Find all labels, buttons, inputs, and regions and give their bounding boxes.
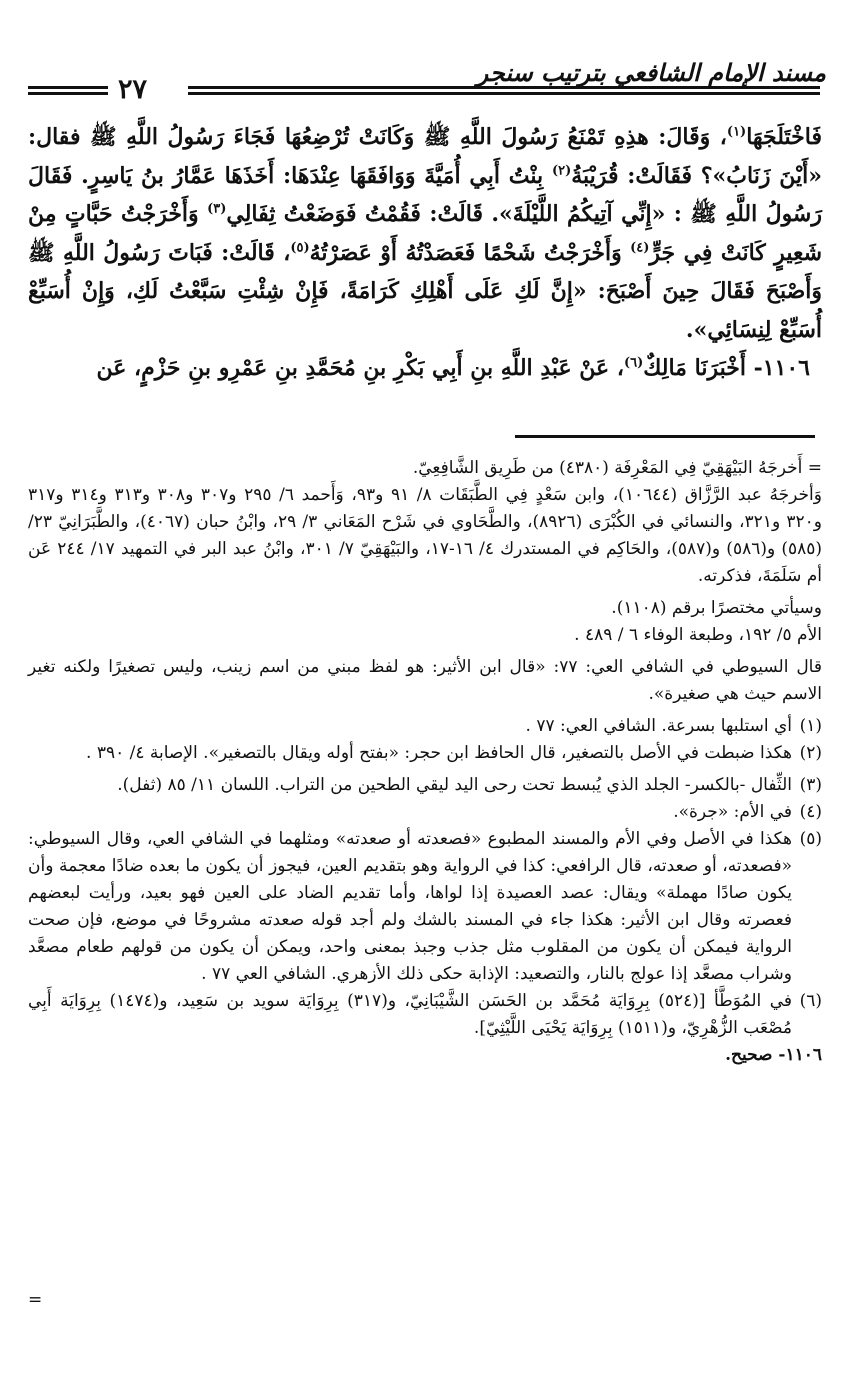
footnote-text: في الأم: «جرة». <box>673 802 792 822</box>
footnote-ref: (٤) <box>630 240 650 256</box>
footnote-ref: (٣) <box>207 201 227 217</box>
footnote-text: أي استلبها بسرعة. الشافي العي: ٧٧ . <box>525 716 792 736</box>
footnote-number: (٦) <box>799 991 822 1011</box>
text-segment: ، وَقَالَ: هذِهِ تَمْنَعُ رَسُولَ اللَّهِ ﷺ وَكَانَتْ تُرْضِعُهَا فَجَاءَ رَسُولُ اللَّهِ ﷺ فقال: «أَيْنَ زَنَابُ»؟ فَقَالَتْ: قُرَيْبَةُ <box>28 124 822 189</box>
footnote-5 <box>28 826 822 988</box>
footnote-1 <box>28 713 822 740</box>
note-continuation: وَأخرجَهُ عبد الرَّزَّاق (١٠٦٤٤)، وابن سَعْدٍ فِي الطَّبَقَات ٨/ ٩١ و٩٣، وَأَحمد ٦/ ٢٩٥ و٣٠٧ و٣٠٨ و٣١٣ و٣١٤ و٣١٧ و٣٢٠ و٣٢١، والنسائي في الكُبْرَى (٨٩٢٦)، والطَّحَاوي في شَرْح المَعَاني ٣/ ٢٩، وابْنُ حبان (٤٠٦٧)، والطَّبَرَانِيّ ٢٣/ (٥٨٥) و(٥٨٦) و(٥٨٧)، والحَاكِم في المستدرك ٤/ ١٦-١٧، والبَيْهَقِيّ ٧/ ٣٠١، وابْنُ عبد البر في التمهيد ١٧/ ٢٤٤ عَن أم سَلَمَةَ، فذكرته. <box>28 485 823 586</box>
footnote-ref: (٢) <box>551 163 572 179</box>
footnote-2 <box>28 740 822 767</box>
footnote-ref: (٥) <box>290 240 310 256</box>
footnote-6 <box>28 988 822 1042</box>
main-text <box>28 118 822 388</box>
footnote-number: (١) <box>799 716 822 736</box>
text-segment: بِنْتُ أَبِي أُمَيَّةَ وَوَافَقَهَا عِنْدَهَا: أَخَذَهَا عَمَّارُ بنُ يَاسِرٍ. فَقَالَ رَسُولُ اللَّهِ ﷺ : «إِنِّي آتِيكُمُ اللَّيْلَةَ». قَالَتْ: فَقُمْتُ فَوَضَعْتُ ثِفَالِي <box>28 162 822 227</box>
running-head: مسند الإمام الشافعي بترتيب سنجر <box>476 58 826 87</box>
footnote-number: (٥) <box>799 829 822 849</box>
page-number: ٢٧ <box>118 74 148 105</box>
footnotes <box>28 455 822 1069</box>
footnote-number: (٢) <box>799 743 822 763</box>
note-continuation: الأم ٥/ ١٩٢، وطبعة الوفاء ٦ / ٤٨٩ . <box>574 625 822 645</box>
text-segment: ١١٠٦- أَخْبَرَنَا مَالِكٌ <box>643 355 810 381</box>
text-segment: ، عَنْ عَبْدِ اللَّهِ بنِ أَبِي بَكْرِ بنِ مُحَمَّدِ بنِ عَمْرِو بنِ حَزْمٍ، عَن <box>96 355 624 381</box>
header-rule-right <box>188 86 820 95</box>
footnote-3 <box>28 772 822 799</box>
text-segment: ، قَالَتْ: فَبَاتَ رَسُولُ اللَّهِ ﷺ وَأَصْبَحَ فَقَالَ حِينَ أَصْبَحَ: «إِنَّ لَكِ عَلَى أَهْلِكِ كَرَامَةً، فَإِنْ شِئْتِ سَبَّعْتُ لَكِ، وَإِنْ أُسَبِّعْ أُسَبِّعْ لِنِسَائِي». <box>28 239 822 343</box>
footnote-ref: (٦) <box>623 355 644 371</box>
footnote-text: الثِّفال -بالكسر- الجلد الذي يُبسط تحت رحى اليد ليقي الطحين من التراب. اللسان ١١/ ٨٥ (ثفل). <box>117 775 792 795</box>
hadith-grade: ١١٠٦- صحيح. <box>725 1045 822 1065</box>
note-continuation: وسيأتي مختصرًا برقم (١١٠٨). <box>611 598 822 618</box>
continuation-mark: = <box>28 1290 43 1310</box>
footnote-ref: (١) <box>726 124 747 140</box>
footnote-number: (٣) <box>799 775 822 795</box>
hadith-paragraph <box>28 349 822 388</box>
footnote-4 <box>28 799 822 826</box>
text-segment: فَاخْتَلَجَهَا <box>746 124 822 150</box>
header-rule-left <box>28 86 108 95</box>
text-segment: وَأَخْرَجْتُ شَحْمًا فَعَصَدْتُهُ أَوْ عَصَرْتُهُ <box>309 239 631 266</box>
footnote-separator <box>515 435 815 438</box>
text-segment: وَأَخْرَجْتُ حَبَّاتٍ مِنْ شَعِيرٍ كَانَتْ فِي جَرٍّ <box>28 201 823 266</box>
note-continuation: قال السيوطي في الشافي العي: ٧٧: «قال ابن الأثير: هو لفظ مبني من اسم زينب، وليس تصغيرًا ولكنه تغير الاسم حيث هي صغيرة». <box>28 657 822 704</box>
main-paragraph <box>28 118 822 349</box>
footnote-text: هكذا ضبطت في الأصل بالتصغير، قال الحافظ ابن حجر: «بفتح أوله ويقال بالتصغير». الإصابة ٤/ ٣٩٠ . <box>86 743 792 763</box>
note-continuation: = أَخرجَهُ البَيْهَقِيّ فِي المَعْرِفَة (٤٣٨٠) من طَرِيق الشَّافِعِيّ. <box>412 458 822 478</box>
footnote-text: في المُوَطَّأ [(٥٢٤) بِرِوَايَة مُحَمَّد بن الحَسَن الشَّيْبَانِيّ، و(٣١٧) بِرِوَايَة سويد بن سَعِيد، و(١٤٧٤) بِرِوَايَة أَبِي مُصْعَب الزُّهْرِيّ، و(١٥١١) بِرِوَايَة يَحْيَى اللَّيْثِيّ]. <box>28 991 792 1038</box>
footnote-number: (٤) <box>799 802 822 822</box>
footnote-text: هكذا في الأصل وفي الأم والمسند المطبوع «فصعدته أو صعدته» ومثلهما في الشافي العي، وقال السيوطي: «فصعدته، أو صعدته، قال الرافعي: كذا في الرواية وهو بتقديم العين، فيجوز أن يكون ما بعده ضادًا معجمة وأن يكون صادًا مهملة» ويقال: عصد العصيدة إذا لواها، وأما تقديم الضاد على العين فهو بعيد، ورأيت لبعضهم فعصرته وقال ابن الأثير: هكذا جاء في المسند بالشك ولم أجد قوله صعدته مشروحًا في موضع، فإن صحت الرواية فيمكن أن يكون من المقلوب مثل جذب وجبذ بمعنى واحد، ويمكن أن يكون من قولهم طعام مصعَّد وشراب مصعَّد إذا عولج بالنار، والتصعيد: الإذابة حكى ذلك الأزهري. الشافي العي ٧٧ . <box>28 829 792 984</box>
